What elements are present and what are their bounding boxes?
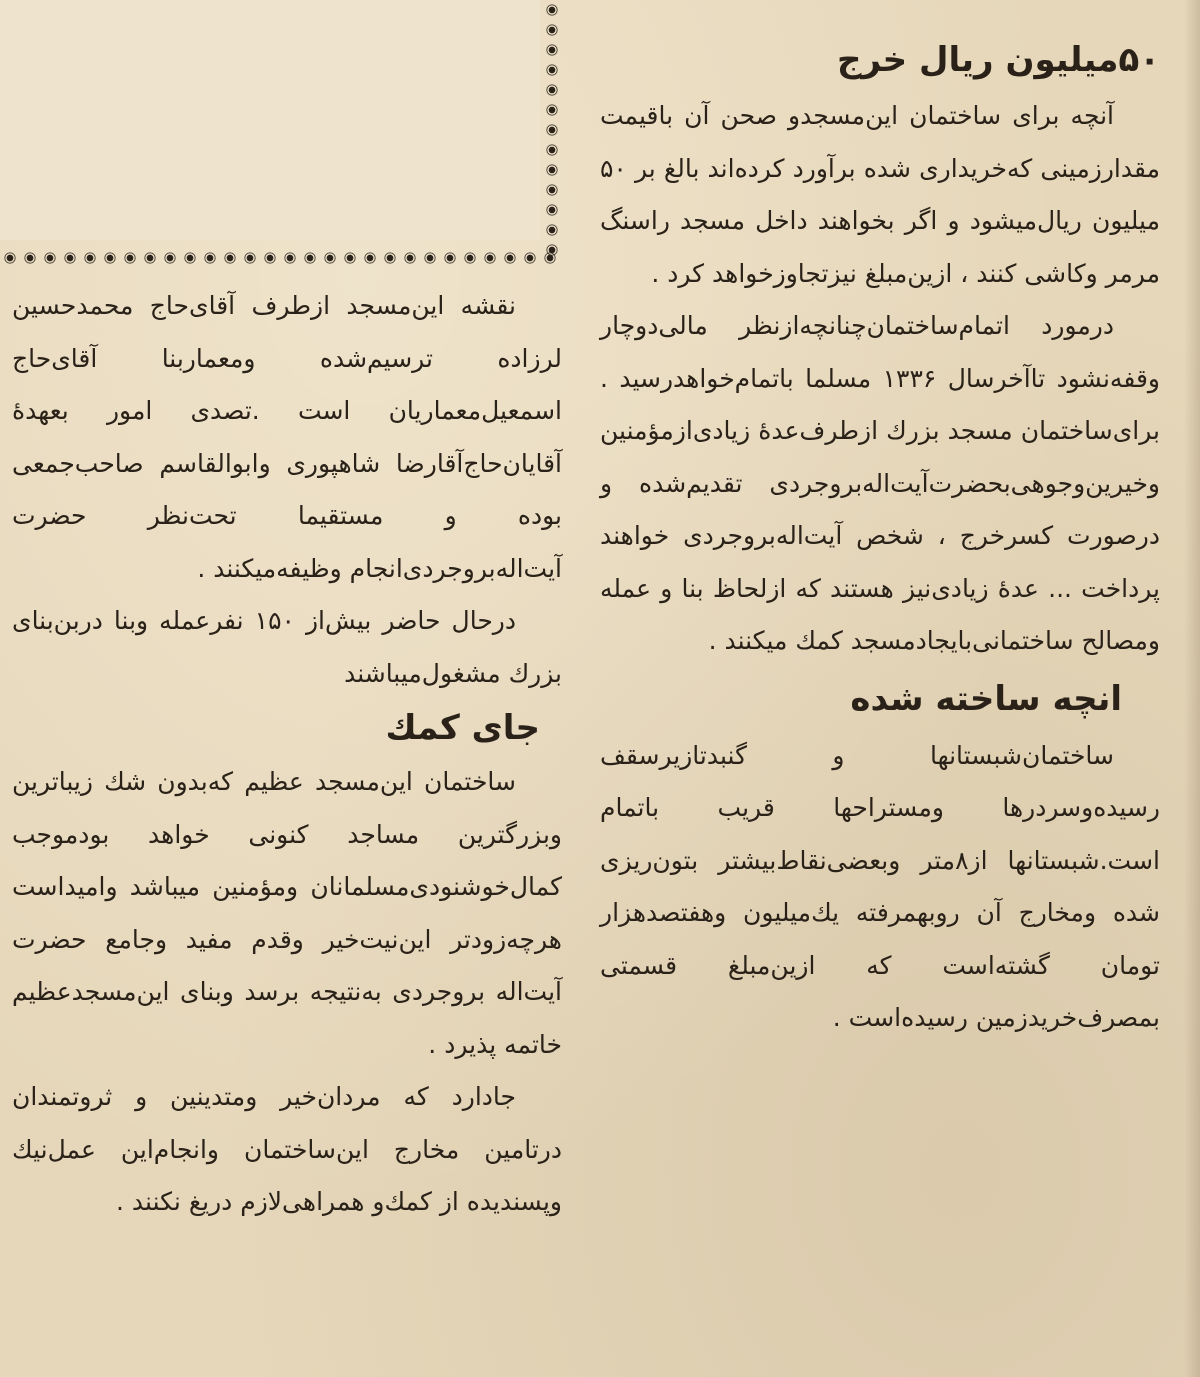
- paragraph: نقشه این‌مسجد ازطرف آقای‌حاج محمدحسین لرزاده ترسیم‌شده ومعماربنا آقای‌حاج اسمعیل‌معماریان است .تصدی امور بعهدهٔ آقایان‌حاج‌آقارضا شاهپوری وابوالقاسم صاحب‌جمعی بوده و مستقیما تحت‌نظر حضرت آیت‌اله‌بروجردی‌انجام وظیفه‌میکنند .: [12, 291, 562, 583]
- right-column: [600, 30, 1160, 1045]
- ornamental-border-vertical: [542, 0, 562, 262]
- section-heading: انچه ساخته شده: [850, 678, 1122, 719]
- blank-image-area: [0, 0, 540, 240]
- section-heading: جای کمك: [385, 708, 540, 748]
- paragraph: جادارد که مردان‌خیر ومتدینین و ثروتمندان درتامین مخارج این‌ساختمان وانجام‌این عمل‌نیك وپسندیده از کمك‌و همراهی‌لازم دریغ نکنند .: [12, 1082, 562, 1216]
- paragraph: آنچه برای ساختمان این‌مسجدو صحن آن باقیمت مقدارزمینی که‌خریداری شده برآورد کرده‌اند بالغ بر ۵۰ میلیون ریال‌میشود و اگر بخواهند داخل مسجد راسنگ مرمر وکاشی کنند ، ازین‌مبلغ نیزتجاوزخواهد کرد .: [600, 101, 1160, 288]
- paragraph: درحال حاضر بیش‌از ۱۵۰ نفرعمله وبنا دربن‌بنای بزرك مشغول‌میباشند: [12, 606, 562, 688]
- article-headline: ۵۰میلیون ریال خرج: [837, 40, 1160, 80]
- ornamental-border-horizontal: [0, 248, 562, 268]
- paragraph: ساختمان این‌مسجد عظیم که‌بدون شك زیباترین وبزرگترین مساجد کنونی خواهد بودموجب کمال‌خوشنودی‌مسلمانان ومؤمنین میباشد وامیداست هرچه‌زودتر این‌نیت‌خیر وقدم مفید وجامع حضرت آیت‌اله بروجردی به‌نتیجه برسد وبنای این‌مسجدعظیم خاتمه پذیرد .: [12, 767, 562, 1059]
- paragraph: درمورد اتمام‌ساختمان‌چنانچه‌ازنظر مالی‌دوچار وقفه‌نشود تاآخرسال ۱۳۳۶ مسلما باتمام‌خواهدرسید . برای‌ساختمان مسجد بزرك ازطرف‌عدهٔ زیادی‌ازمؤمنین وخیرین‌وجوهی‌بحضرت‌آیت‌اله‌بروجردی تقدیم‌شده و درصورت کسرخرج ، شخص آیت‌اله‌بروجردی خواهند پرداخت ... عدهٔ زیادی‌نیز هستند که ازلحاظ بنا و عمله ومصالح ساختمانی‌بایجادمسجد کمك میکنند .: [600, 311, 1160, 655]
- page-edge-shadow: [1184, 0, 1200, 1377]
- left-column: [12, 280, 562, 1229]
- paragraph: ساختمان‌شبستانها و گنبدتازیرسقف رسیده‌وسردرها ومستراحها قریب باتمام است.شبستانها از۸متر وبعضی‌نقاط‌بیشتر بتون‌ریزی شده ومخارج آن روبهمرفته یك‌میلیون وهفتصدهزار تومان گشته‌است که ازین‌مبلغ قسمتی بمصرف‌خریدزمین رسیده‌است .: [600, 740, 1160, 1032]
